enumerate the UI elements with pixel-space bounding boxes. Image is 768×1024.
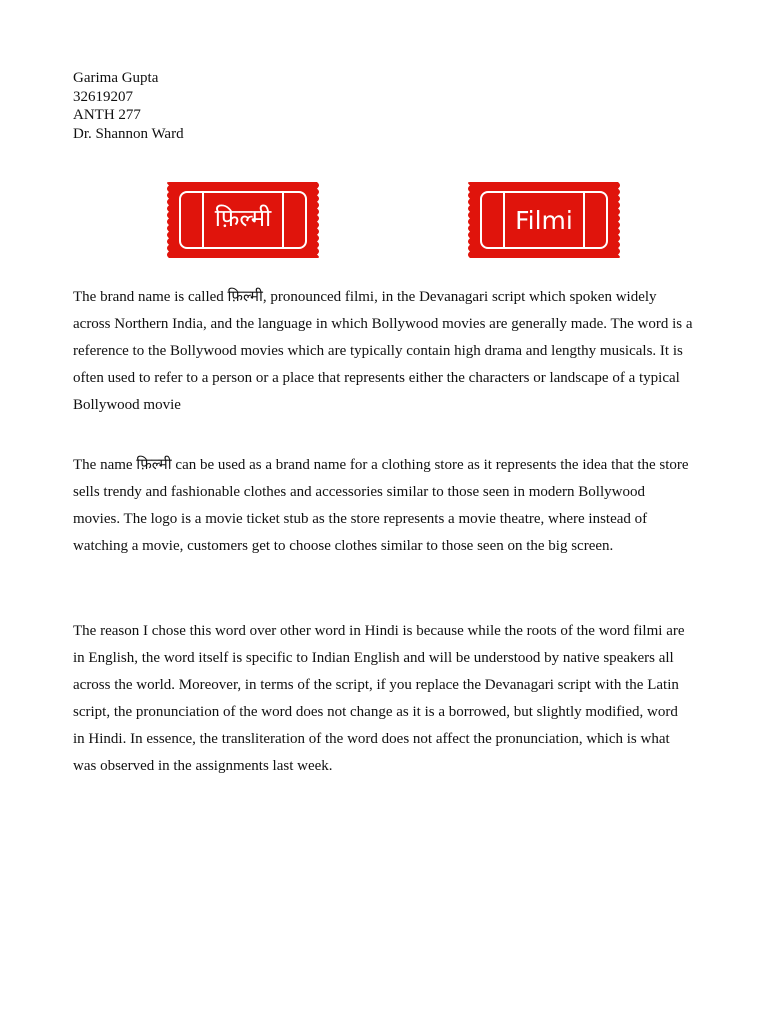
ticket-label-devanagari: फ़िल्मी [214,204,272,232]
latin-ticket-logo [466,182,622,258]
paragraph-brand-name [73,284,693,419]
instructor-name: Dr. Shannon Ward [73,125,184,142]
movie-ticket-stub-icon [466,182,622,258]
student-id: 32619207 [73,88,133,105]
devanagari-ticket-logo [165,182,321,258]
paragraph-text: The name फ़िल्मी can be used as a brand name for a clothing store as it represents the idea that the store sells trendy and fashionable clothes and accessories similar to those seen in modern Bollywood movies. The logo is a movie ticket stub as the store represents a movie theatre, where instead of watching a movie, customers get to choose clothes similar to those seen on the big screen. [73,457,689,554]
paragraph-brand-usage [73,452,693,560]
course-code: ANTH 277 [73,107,141,123]
movie-ticket-stub-icon [165,182,321,258]
ticket-label-latin: Filmi [515,206,573,235]
paragraph-text: The reason I chose this word over other word in Hindi is because while the roots of the word filmi are in English, the word itself is specific to Indian English and will be understood by native speakers all across the world. Moreover, in terms of the script, if you replace the Devanagari script with the Latin script, the pronunciation of the word does not change as it is a borrowed, but slightly modified, word in Hindi. In essence, the transliteration of the word does not affect the pronunciation, which is what was observed in the assignments last week. [73,623,685,774]
paragraph-text: The brand name is called फ़िल्मी, pronounced filmi, in the Devanagari script which spoken widely across Northern India, and the language in which Bollywood movies are generally made. The word is a reference to the Bollywood movies which are typically contain high drama and lengthy musicals. It is often used to refer to a person or a place that represents either the characters or landscape of a typical Bollywood movie [73,289,693,413]
header-block [73,69,184,143]
author-name: Garima Gupta [73,70,159,86]
paragraph-word-choice [73,618,693,780]
